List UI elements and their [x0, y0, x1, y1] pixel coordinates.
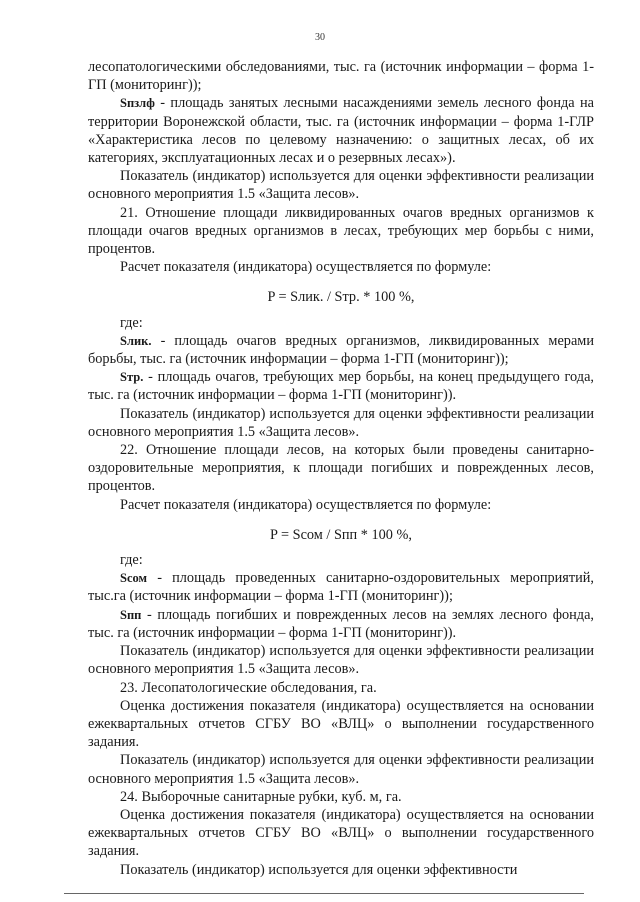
paragraph-text: Расчет показателя (индикатора) осуществляется по формуле: — [120, 496, 492, 513]
formula — [88, 288, 594, 306]
paragraph-text: 22. Отношение площади лесов, на которых были проведены санитарно-оздоровительные мероприятия, к площади погибших и поврежденных лесов, процентов. — [88, 442, 594, 495]
paragraph-text: P = Sсом / Sпп * 100 %, — [269, 526, 413, 543]
paragraph-text: Показатель (индикатор) используется для оценки эффективности реализации основного мероприятия 1.5 «Защита лесов». — [88, 405, 594, 440]
paragraph — [88, 751, 594, 787]
paragraph — [88, 788, 594, 806]
paragraph — [88, 94, 594, 167]
bottom-rule — [64, 893, 584, 894]
paragraph-text: Показатель (индикатор) используется для оценки эффективности — [120, 861, 518, 878]
symbol-term: Sлик. — [120, 333, 152, 348]
paragraph-text: - площадь очагов вредных организмов, ликвидированных мерами борьбы, тыс. га (источник информации – форма 1-ГП (мониторинг)); — [88, 332, 594, 368]
paragraph — [88, 441, 594, 496]
paragraph — [88, 167, 594, 203]
paragraph — [88, 569, 594, 605]
paragraph — [88, 496, 594, 514]
paragraph-text: 21. Отношение площади ликвидированных очагов вредных организмов к площади очагов вредных организмов в лесах, требующих мер борьбы с ними, процентов. — [88, 204, 594, 258]
paragraph-text: Оценка достижения показателя (индикатора) осуществляется на основании ежеквартальных отчетов СГБУ ВО «ВЛЦ» о выполнении государственного задания. — [88, 697, 594, 751]
paragraph-text: 23. Лесопатологические обследования, га. — [120, 679, 377, 696]
paragraph — [88, 368, 594, 404]
paragraph-text: Показатель (индикатор) используется для оценки эффективности реализации основного мероприятия 1.5 «Защита лесов». — [88, 643, 594, 678]
formula — [88, 526, 594, 544]
document-body — [88, 58, 594, 879]
paragraph-text: P = Sлик. / Sтр. * 100 %, — [267, 289, 415, 306]
paragraph-text: - площадь погибших и поврежденных лесов на землях лесного фонда, тыс. га (источник информации – форма 1-ГП (мониторинг)). — [88, 606, 594, 641]
paragraph — [88, 642, 594, 678]
paragraph — [88, 679, 594, 697]
paragraph — [88, 332, 594, 368]
paragraph-text: - площадь проведенных санитарно-оздоровительных мероприятий, тыс.га (источник информации – форма 1-ГП (мониторинг)); — [88, 570, 594, 605]
paragraph-text: где: — [120, 552, 143, 569]
paragraph-text: лесопатологическими обследованиями, тыс. га (источник информации – форма 1-ГП (мониторинг)); — [88, 59, 594, 94]
paragraph — [88, 806, 594, 861]
paragraph-text: Оценка достижения показателя (индикатора) осуществляется на основании ежеквартальных отчетов СГБУ ВО «ВЛЦ» о выполнении государственного задания. — [88, 806, 594, 860]
paragraph — [88, 204, 594, 259]
symbol-term: Sпзлф — [120, 96, 155, 111]
paragraph — [88, 314, 594, 332]
paragraph — [88, 606, 594, 642]
paragraph — [88, 58, 594, 94]
paragraph-text: - площадь очагов, требующих мер борьбы, на конец предыдущего года, тыс. га (источник информации – форма 1-ГП (мониторинг)). — [88, 369, 594, 404]
paragraph — [88, 405, 594, 441]
paragraph — [88, 551, 594, 569]
symbol-term: Sпп — [120, 607, 142, 622]
symbol-term: Sтр. — [120, 370, 144, 385]
paragraph-text: Показатель (индикатор) используется для оценки эффективности реализации основного мероприятия 1.5 «Защита лесов». — [88, 168, 594, 203]
page-number: 30 — [315, 32, 325, 43]
paragraph-text: где: — [120, 314, 143, 331]
paragraph-text: Расчет показателя (индикатора) осуществляется по формуле: — [120, 259, 492, 276]
paragraph-text: 24. Выборочные санитарные рубки, куб. м, га. — [120, 788, 402, 805]
paragraph — [88, 861, 594, 879]
paragraph — [88, 258, 594, 276]
symbol-term: Sсом — [120, 571, 148, 586]
paragraph — [88, 697, 594, 752]
paragraph-text: Показатель (индикатор) используется для оценки эффективности реализации основного мероприятия 1.5 «Защита лесов». — [88, 752, 594, 787]
paragraph-text: - площадь занятых лесными насаждениями земель лесного фонда на территории Воронежской области, тыс. га (источник информации – форма 1-ГЛР «Характеристика лесов по целевому назначению: о защитных лесах, об их категориях, эксплуатационных лесах и о резервных лесах»). — [88, 95, 594, 167]
